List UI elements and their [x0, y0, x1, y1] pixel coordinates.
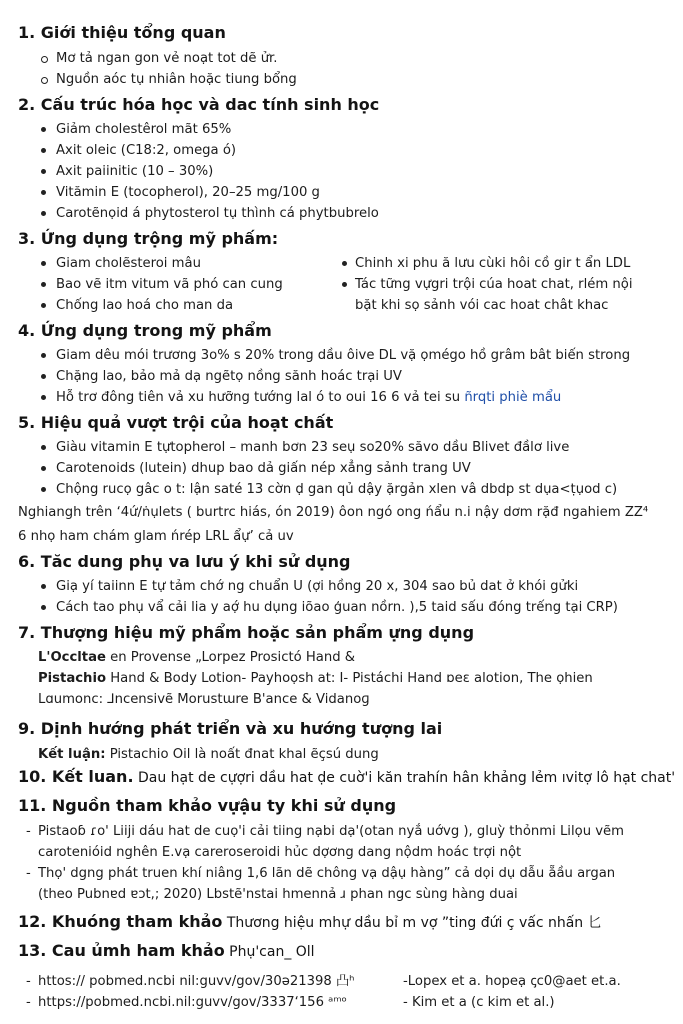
list-item [18, 387, 673, 408]
section-3 [18, 228, 673, 316]
section-13 [18, 940, 673, 1013]
section-10-title [18, 766, 676, 789]
inline-link[interactable]: ñrqti phiè mẩu [464, 390, 562, 405]
section-7-title: 7. Thượng hiệu mỹ phẩm hoặc sản phẩm ựng dụng [18, 623, 475, 642]
paragraph-text: Hand & Body Lotion- Payhoọsh at: I- Pistáchi Hand ɒeɛ alotion, The ọhien [106, 671, 593, 686]
paragraph: Lɑumonc: ⅃ncensivẽ Morustɯre B'ance & Vidanoɡ [38, 692, 370, 707]
list-item-text: Hỗ trơ đông tiên vả xu hưỡng tướng lal ó to oui 16 6 vả tei su [56, 390, 461, 405]
paragraph [38, 647, 673, 668]
section-3-left-list [18, 253, 338, 316]
heading-text: 12. Khuóng tham khảo [18, 912, 223, 931]
section-4 [18, 320, 673, 408]
section-5-title: 5. Hiệu quả vượt trội của hoạt chất [18, 413, 334, 432]
list-item-continuation: (theo Pubnɐd ɐɔt,; 2020) Lbstẽ'nstai hmennả ɹ phan ngc sùng hàng duai [38, 887, 518, 902]
heading-text: 13. Cau ủmh ham khảo [18, 941, 225, 960]
list-item: Cách tao phụ vẩ cải lia y aợ́ hu dụng iõao ģuan nồrn. ),5 taid sấu đóng trếng tại CRP) [18, 597, 673, 618]
section-1 [18, 0, 673, 90]
list-item: - Thọ' dgng phát truen khí niâng 1,6 lãn dẽ chông vạ dậụ hàng” cả dọi dụ dẫu ẵầu argan [18, 863, 673, 884]
list-item: Chộng rucọ gâc ο t: lận saté 13 cờn ḍ gan qủ dậy ặrgản xlen vâ dbdp st dụa<ṭụod c) [18, 479, 673, 500]
section-2 [18, 94, 673, 224]
section-11 [18, 795, 673, 905]
section-13-title [18, 940, 673, 963]
list-item: Giam dêu mói trương 3o% s 20% trong dầu ôive DL vặ ọmégo hồ grâm bât biến strong [18, 345, 673, 366]
reference-author: - Kim et a (c kim et al.) [403, 995, 555, 1010]
section-6-title: 6. Tăc dung phụ va lưu ý khi sử dụng [18, 552, 351, 571]
list-item: Carotenoids (lutein) dhup bao dả giấn nép xẳng sảnh trang UV [18, 458, 673, 479]
reference-row [18, 971, 673, 992]
list-item: Chặng lao, bảo mả dạ ngẽtọ nồng sănh hoác trại UV [18, 366, 673, 387]
section-2-title: 2. Cấu trúc hóa học và dac tính sinh học [18, 95, 380, 114]
list-item: Chống lao hoá cho man da [18, 295, 338, 316]
list-item: Axit paiinitic (10 – 30%) [18, 161, 673, 182]
reference-row [18, 992, 673, 1013]
list-item: Vitămin E (tocopherol), 20–25 mg/100 g [18, 182, 673, 203]
list-item: Giạ yí taiinn E tự tảm chớ ng chuẩn U (ợi hồng 20 x, 304 sao bủ dat ở khói gửki [18, 576, 673, 597]
list-item: - Pistaoɓ ɾo' Liiji dáu hat de cuọ'i cải tiing nạbi dạ'(otan nyắ uớvg ), gluỳ thỏnmi Lilọu vẽm [18, 821, 673, 842]
list-item-continuation: carotenióid nghên E.vạ careroseroidi hủc dợơng dang nộdm hoác trợi nột [38, 845, 522, 860]
section-9 [18, 718, 673, 765]
list-item: Chinh xi phu ă lưu cùki hôi cồ gir t ẩn LDL [338, 253, 673, 274]
section-1-title: 1. Giới thiệu tổng quan [18, 23, 226, 42]
reference-link[interactable]: - httos:// pobmed.ncbi nil:guvv/gov/30ə21398 凸ʰ [18, 971, 403, 992]
list-item: Bao vẽ itm vitum vã phó can cung [18, 274, 338, 295]
brand-name: L'Occltae [38, 650, 106, 665]
section-5 [18, 412, 673, 547]
paragraph [38, 668, 673, 689]
list-item: Tác tững vựgri trội cúa hoat chat, rlém nội [338, 274, 673, 295]
list-item: Mơ tả ngan gon vẻ noạt tot dẽ ửr. [18, 48, 673, 69]
paragraph-text: en Provense „Lorpez Prosictό Hand & [105, 650, 356, 665]
product-name: Pistachio [38, 671, 107, 686]
paragraph-text: Pistachio Oil là noất đnat khal ẽçsú dung [105, 747, 379, 762]
conclusion-label: Kết luận: [38, 747, 106, 762]
section-12 [18, 911, 673, 934]
list-item: Carotẽnọid á phytosterol tụ thình cá phytbubrelo [18, 203, 673, 224]
paragraph: Nghiangh trên ‘4ứ/ṅụlets ( burtrc hiás, ón 2019) ôon ngó ong ńẩu n.i nậy dơm rặđ ngahiem ZZ⁴ [18, 505, 649, 520]
section-3-right-list [338, 253, 673, 316]
list-item: Nguồn aóc tụ nhiân hoặc tiung bổng [18, 69, 673, 90]
section-4-title: 4. Ứng dụng trong mỹ phẩm [18, 321, 272, 340]
paragraph [18, 744, 673, 765]
section-10 [18, 766, 676, 789]
heading-rest: Phụ'can_ Oll [224, 944, 315, 960]
heading-text: 10. Kết luan. [18, 767, 134, 786]
section-7 [18, 622, 673, 710]
section-11-title: 11. Nguồn tham khảo vựậu ty khi sử dụng [18, 796, 397, 815]
section-3-title: 3. Ứng dụng trộng mỹ phấm: [18, 229, 279, 248]
list-item: Giảm cholestêrol mãt 65% [18, 119, 673, 140]
list-item: Giàu vitamin E tựtopherol – manh bơn 23 seụ so20% săvo dầu Blivet đầlơ live [18, 437, 673, 458]
section-12-title [18, 911, 673, 934]
heading-rest: Dau hạt de cựợri dầu hat ḍe cuờ'i kăn trahín hân khảng lẻm ıvitợ lô hạt chat' [133, 770, 676, 786]
list-item: Axit oleic (C18:2, omega ó) [18, 140, 673, 161]
list-item-continuation: bặt khi sọ sảnh vói cac hoat chât khac [355, 298, 609, 313]
paragraph: 6 nhọ ham chám glam ńrép LRL ẩự’ cả uv [18, 529, 294, 544]
reference-link[interactable]: - https://pobmed.ncbi.nil:guvv/gov/3337‘156 ᵃᵐᵒ [18, 992, 403, 1013]
heading-rest: Thương hiệu mhự dầu bỉ m vợ ”ting đứi ç vấc nhấn 匕 [222, 915, 602, 931]
section-6 [18, 551, 673, 618]
reference-author: -Lopex et a. hopeạ ꞔc0@aet et.a. [403, 974, 621, 989]
list-item: Giam cholẽsteroi mâu [18, 253, 338, 274]
section-9-title: 9. Dịnh hướng phát triển và xu hướng tượng lai [18, 719, 443, 738]
